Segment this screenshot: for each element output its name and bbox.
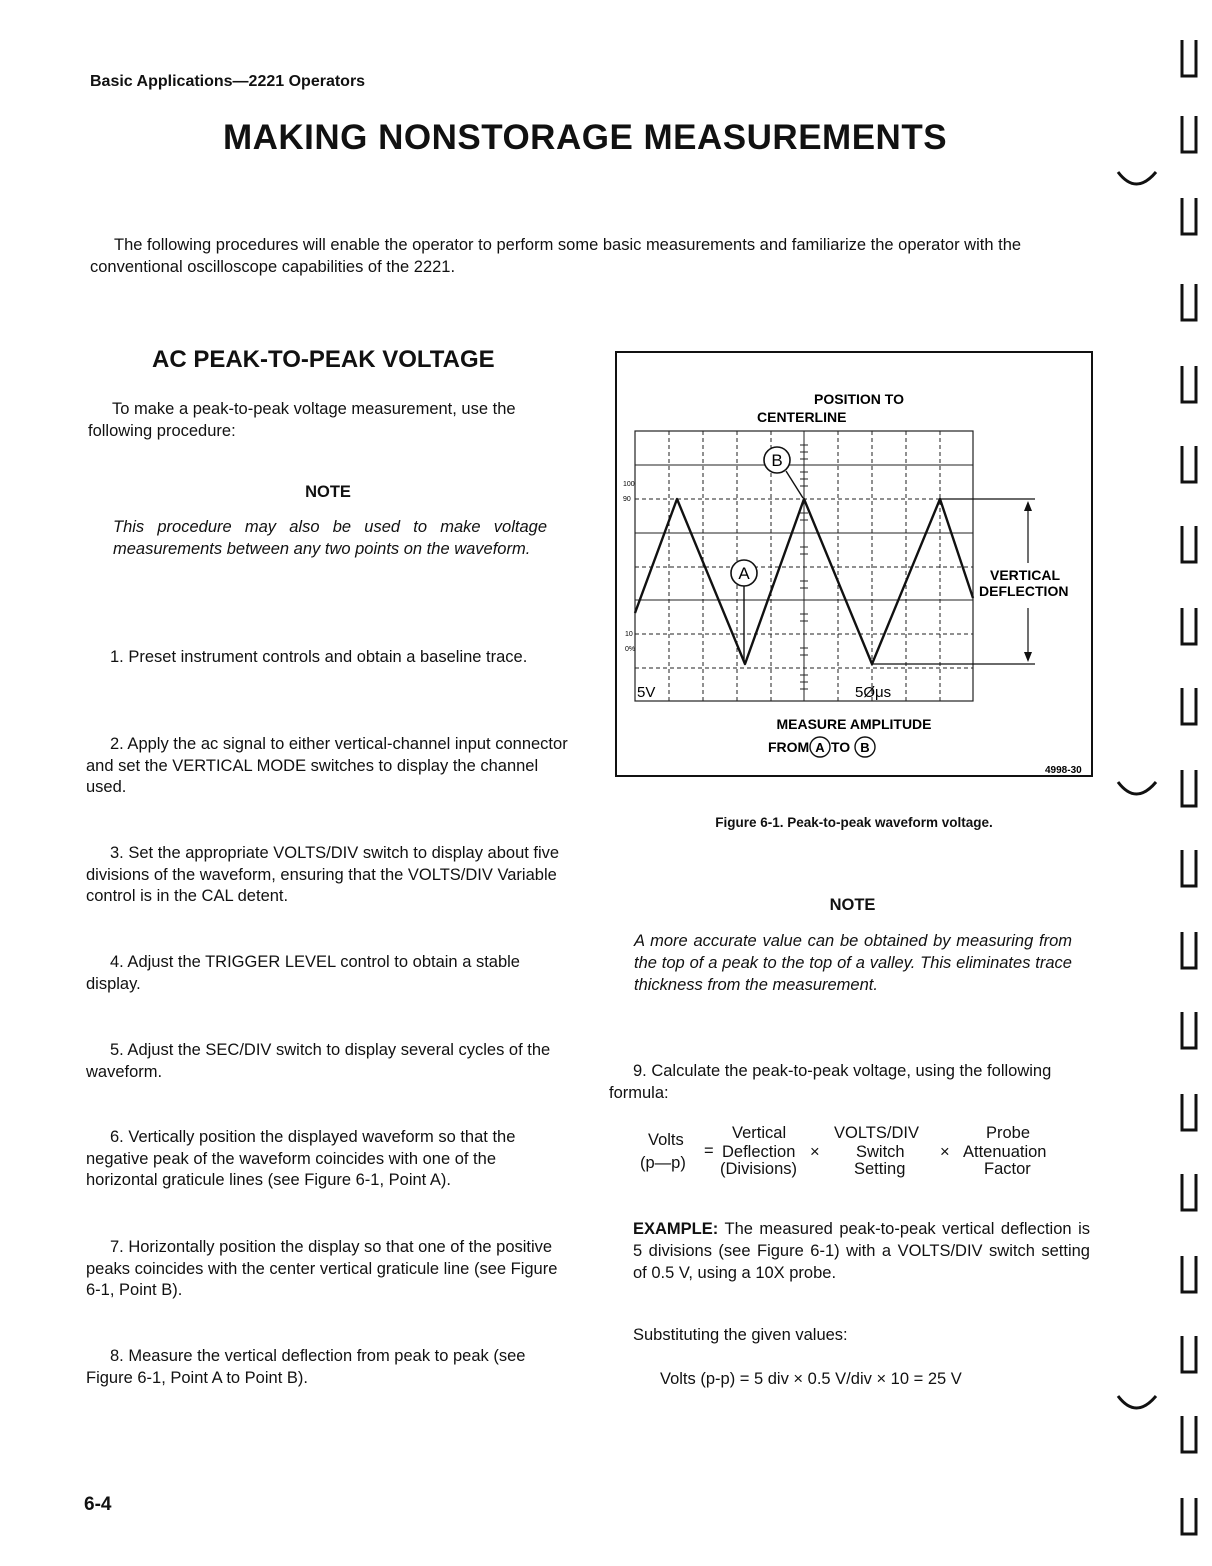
binder-tab	[1182, 932, 1196, 968]
arrow-head-up	[1024, 501, 1032, 511]
formula-times-2: ×	[940, 1143, 950, 1161]
note-text: This procedure may also be used to make voltage measurements between any two points on the waveform.	[113, 518, 547, 558]
result-equation: Volts (p-p) = 5 div × 0.5 V/div × 10 = 25 V	[660, 1370, 962, 1388]
binder-tab	[1182, 284, 1196, 320]
formula-lhs-pp: (p—p)	[640, 1154, 686, 1172]
binder-hole	[1118, 1396, 1156, 1408]
page-number: 6-4	[84, 1494, 112, 1515]
section-intro: To make a peak-to-peak voltage measurement, use the following procedure:	[88, 400, 516, 440]
example-paragraph	[633, 1218, 1090, 1284]
step-5: 5. Adjust the SEC/DIV switch to display several cycles of the waveform.	[86, 1041, 551, 1081]
note-2-heading: NOTE	[829, 896, 876, 914]
binder-tab	[1182, 1416, 1196, 1452]
binder-tab	[1182, 688, 1196, 724]
from-a-letter: A	[815, 740, 825, 755]
formula-divisions: (Divisions)	[720, 1160, 798, 1178]
figure-caption: Figure 6-1. Peak-to-peak waveform voltage.	[715, 815, 993, 830]
label-to: TO	[831, 739, 851, 755]
readout-volts: 5V	[637, 684, 656, 701]
point-b-leader	[786, 471, 803, 498]
formula-switch: Switch	[856, 1143, 905, 1161]
binder-tab	[1182, 1012, 1196, 1048]
label-position-to: POSITION TO	[814, 391, 904, 407]
formula-equals: =	[704, 1142, 714, 1160]
binder-tab	[1182, 526, 1196, 562]
binder-tab	[1182, 1336, 1196, 1372]
step-1: 1. Preset instrument controls and obtain a baseline trace.	[110, 648, 528, 666]
section-title: AC PEAK-TO-PEAK VOLTAGE	[152, 346, 495, 373]
figure-6-1	[615, 351, 1093, 777]
binder-tab	[1182, 446, 1196, 482]
point-b-letter: B	[771, 451, 783, 470]
label-centerline: CENTERLINE	[757, 409, 847, 425]
to-b-letter: B	[860, 740, 870, 755]
page-title: MAKING NONSTORAGE MEASUREMENTS	[222, 118, 948, 157]
binder-tab	[1182, 1498, 1196, 1534]
formula	[636, 1122, 1096, 1182]
scale-0: 0%	[625, 646, 636, 653]
binder-tab	[1182, 116, 1196, 152]
step-3: 3. Set the appropriate VOLTS/DIV switch to display about five divisions of the waveform, ensuring that the VOLTS/DIV Variable control is in the CAL detent.	[86, 844, 560, 905]
formula-probe: Probe	[986, 1124, 1031, 1142]
note-2-text: A more accurate value can be obtained by measuring from the top of a peak to the top of a valley. This eliminates trace thickness from the measurement.	[634, 932, 1072, 994]
scale-10: 10	[625, 631, 633, 638]
step-6: 6. Vertically position the displayed waveform so that the negative peak of the waveform coincides with one of the horizontal graticule lines (see Figure 6-1, Point A).	[86, 1128, 516, 1189]
arrow-head-down	[1024, 652, 1032, 662]
binder-tab	[1182, 608, 1196, 644]
binder-tabs	[1110, 0, 1212, 1566]
formula-voltsdiv: VOLTS/DIV	[834, 1124, 919, 1142]
step-8: 8. Measure the vertical deflection from peak to peak (see Figure 6-1, Point A to Point B).	[86, 1347, 526, 1387]
example-text: The measured peak-to-peak vertical deflection is 5 divisions (see Figure 6-1) with a VOLTS/DIV switch setting of 0.5 V, using a 10X probe.	[633, 1220, 1090, 1282]
step-7: 7. Horizontally position the display so that one of the positive peaks coincides with the center vertical graticule line (see Figure 6-1, Point B).	[86, 1238, 558, 1299]
formula-attenuation: Attenuation	[963, 1143, 1047, 1161]
label-from: FROM	[768, 739, 810, 755]
label-measure-amplitude: MEASURE AMPLITUDE	[776, 716, 932, 732]
point-a-letter: A	[738, 564, 750, 583]
binder-tab	[1182, 366, 1196, 402]
binder-tab	[1182, 1094, 1196, 1130]
formula-deflection: Deflection	[722, 1143, 796, 1161]
intro-paragraph: The following procedures will enable the operator to perform some basic measurements and familiarize the operator with the conventional oscilloscope capabilities of the 2221.	[90, 236, 1022, 276]
example-label: EXAMPLE:	[633, 1220, 719, 1238]
waveform-diagram	[617, 353, 1091, 775]
binder-tab	[1182, 1256, 1196, 1292]
binder-hole	[1118, 782, 1156, 794]
binder-tab	[1182, 40, 1196, 76]
figure-id: 4998-30	[1045, 765, 1082, 775]
binder-hole	[1118, 172, 1156, 184]
formula-times-1: ×	[810, 1143, 820, 1161]
binder-tab	[1182, 198, 1196, 234]
note-heading: NOTE	[305, 483, 351, 501]
readout-time: 5Øμs	[855, 684, 892, 701]
scale-90: 90	[623, 496, 631, 503]
formula-setting: Setting	[854, 1160, 906, 1178]
formula-vertical: Vertical	[732, 1124, 787, 1142]
step-9: 9. Calculate the peak-to-peak voltage, using the following formula:	[609, 1062, 1052, 1102]
formula-lhs-volts: Volts	[648, 1131, 684, 1149]
scale-100: 100	[623, 481, 635, 488]
label-vertical: VERTICAL	[990, 567, 1060, 583]
label-deflection: DEFLECTION	[979, 583, 1069, 599]
step-4: 4. Adjust the TRIGGER LEVEL control to obtain a stable display.	[86, 953, 520, 993]
running-header: Basic Applications—2221 Operators	[90, 73, 366, 90]
step-2: 2. Apply the ac signal to either vertical-channel input connector and set the VERTICAL MODE switches to display the channel used.	[86, 735, 568, 796]
binder-tab	[1182, 1174, 1196, 1210]
formula-factor: Factor	[984, 1160, 1031, 1178]
substituting-line: Substituting the given values:	[633, 1326, 848, 1344]
binder-tab	[1182, 850, 1196, 886]
binder-tab	[1182, 770, 1196, 806]
